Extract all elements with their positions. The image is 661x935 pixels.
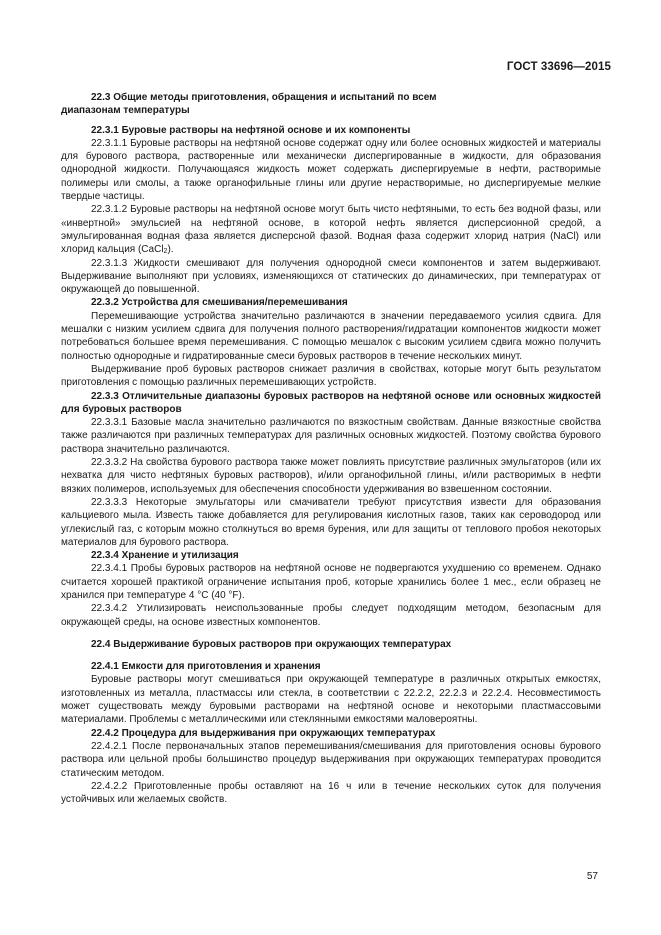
body-paragraph [61,496,601,549]
section-heading [61,296,601,309]
paragraph-text: 22.3.1.3 Жидкости смешивают для получения однородной смеси компонентов и затем выдерживают. Выдерживание выполняют при условиях, изменяющихся от статических до динамических, при температурах от окружающей до повышенной. [61,257,601,296]
section-heading [61,390,601,417]
section-heading [61,549,601,562]
paragraph-text: 22.3.3.1 Базовые масла значительно различаются по вязкостным свойствам. Данные вязкостные свойства также различаются при различных температурах для различных основных жидкостей. Поэтому свойства бурового раствора значительно различаются. [61,417,601,455]
body-paragraph [61,562,601,602]
section-heading [61,124,601,137]
paragraph-text: 22.3.1 Буровые растворы на нефтяной основе и их компоненты [91,124,411,136]
paragraph-text: 22.3.3.2 На свойства бурового раствора также может повлиять присутствие различных эмульгаторов (или их нехватка для чисто нефтяных буровых растворов), и/или органофильной глины, и/или растворимых в нефти вязких полимеров, используемых для обеспечения способности удерживания во взвешенном состоянии. [61,457,601,495]
paragraph-text: 22.4.2.1 После первоначальных этапов перемешивания/смешивания для приготовления основы бурового раствора или цельной пробы большинство процедур выдерживания при окружающих температурах проводится статическим методом. [61,740,601,779]
paragraph-text: 22.4.2.2 Приготовленные пробы оставляют на 16 ч или в течение нескольких суток для получения устойчивых или желаемых свойств. [61,780,601,806]
body-paragraph [61,673,601,726]
paragraph-text: 22.4.1 Емкости для приготовления и хранения [91,661,321,673]
paragraph-text: 22.4 Выдерживание буровых растворов при окружающих температурах [91,638,452,650]
standard-designation: ГОСТ 33696—2015 [506,61,611,73]
paragraph-text: 22.3.3 Отличительные диапазоны буровых растворов на нефтяной основе или основных жидкостей для буровых растворов [61,390,601,415]
subscript: 2 [163,248,168,256]
body-paragraph [61,257,601,297]
body-paragraph [61,363,601,390]
body-paragraph [61,203,601,256]
body-paragraph [61,780,601,807]
section-heading [61,660,601,673]
paragraph-text: Буровые растворы могут смешиваться при окружающей температуре в различных открытых емкостях, изготовленных из металла, пластмассы или стекла, в соответствии с 22.2.2, 22.2.3 и 22.2.4. Несовместимость может существовать между буровыми растворами на нефтяной основе и некоторыми пластмассовыми материалами. Проблемы с металлическими или стеклянными емкостями маловероятны. [61,674,601,726]
paragraph-text: 22.3.4.2 Утилизировать неиспользованные пробы следует подходящим методом, безопасным для окружающей среды, на основе известных компонентов. [61,603,601,628]
paragraph-text: 22.3.4 Хранение и утилизация [91,550,239,562]
body-paragraph [61,456,601,496]
paragraph-text: Перемешивающие устройства значительно различаются в значении передаваемого усилия сдвига. Для мешалки с низким усилием сдвига для получения полного растворения/гидратации компонентов жидкости может потребоваться большее время перемешивания. С помощью мешалок с высоким усилием сдвига можно получить полностью однородные и гидратированные смеси буровых растворов в течение нескольких минут. [61,310,601,362]
paragraph-text: диапазонам температуры [61,105,190,117]
body-paragraph [61,416,601,456]
body-paragraph [61,602,601,629]
paragraph-text: 22.3.1.2 Буровые растворы на нефтяной основе могут быть чисто нефтяными, то есть без водной фазы, или «инвертной» эмульсией на нефтяной основе, в которой нефть является дисперсионной средой, а эмульгированная водная фаза является дисперсной фазой. Водная фаза содержит хлорид натрия (NaCl) или хлорид кальция (CaCl [61,204,601,256]
paragraph-text: 22.3.1.1 Буровые растворы на нефтяной основе содержат одну или более основных жидкостей и материалы для бурового раствора, растворенные или механически диспергированные в жидкости, для образования однородной жидкости. Получающаяся жидкость может содержать диспергируемые в нефти, растворимые полимеры или смолы, а также органофильные глины или другие нерастворимые, но диспергируемые мелкие твердые частицы. [61,137,601,203]
section-heading [61,638,601,651]
section-heading [61,91,601,118]
body-paragraph [61,310,601,363]
paragraph-tail: ). [167,244,174,256]
body-paragraph [61,137,601,203]
paragraph-text: 22.3.3.3 Некоторые эмульгаторы или смачиватели требуют присутствия извести для образования кальциевого мыла. Известь также добавляется для регулирования кислотных газов, таких как сероводород или углекислый газ, с которым можно столкнуться во время бурения, или для защиты от теплового пробоя некоторых материалов для бурового раствора. [61,496,601,548]
body-paragraph [61,740,601,780]
paragraph-text: 22.3.4.1 Пробы буровых растворов на нефтяной основе не подвергаются ухудшению со временем. Однако считается хорошей практикой ограничение испытания проб, которые хранились более 1 мес., если образец не хранился при температуре 4 °С (40 °F). [61,563,601,601]
paragraph-text: 22.4.2 Процедура для выдерживания при окружающих температурах [91,727,436,739]
section-heading [61,727,601,740]
paragraph-text: Выдерживание проб буровых растворов снижает различия в свойствах, которые могут быть результатом приготовления с помощью различных перемешивающих устройств. [61,363,601,389]
paragraph-text: 22.3.2 Устройства для смешивания/перемешивания [91,297,348,309]
paragraph-text: 22.3 Общие методы приготовления, обращения и испытаний по всем [91,92,437,103]
page-number: 57 [586,871,598,882]
document-body [61,91,601,806]
